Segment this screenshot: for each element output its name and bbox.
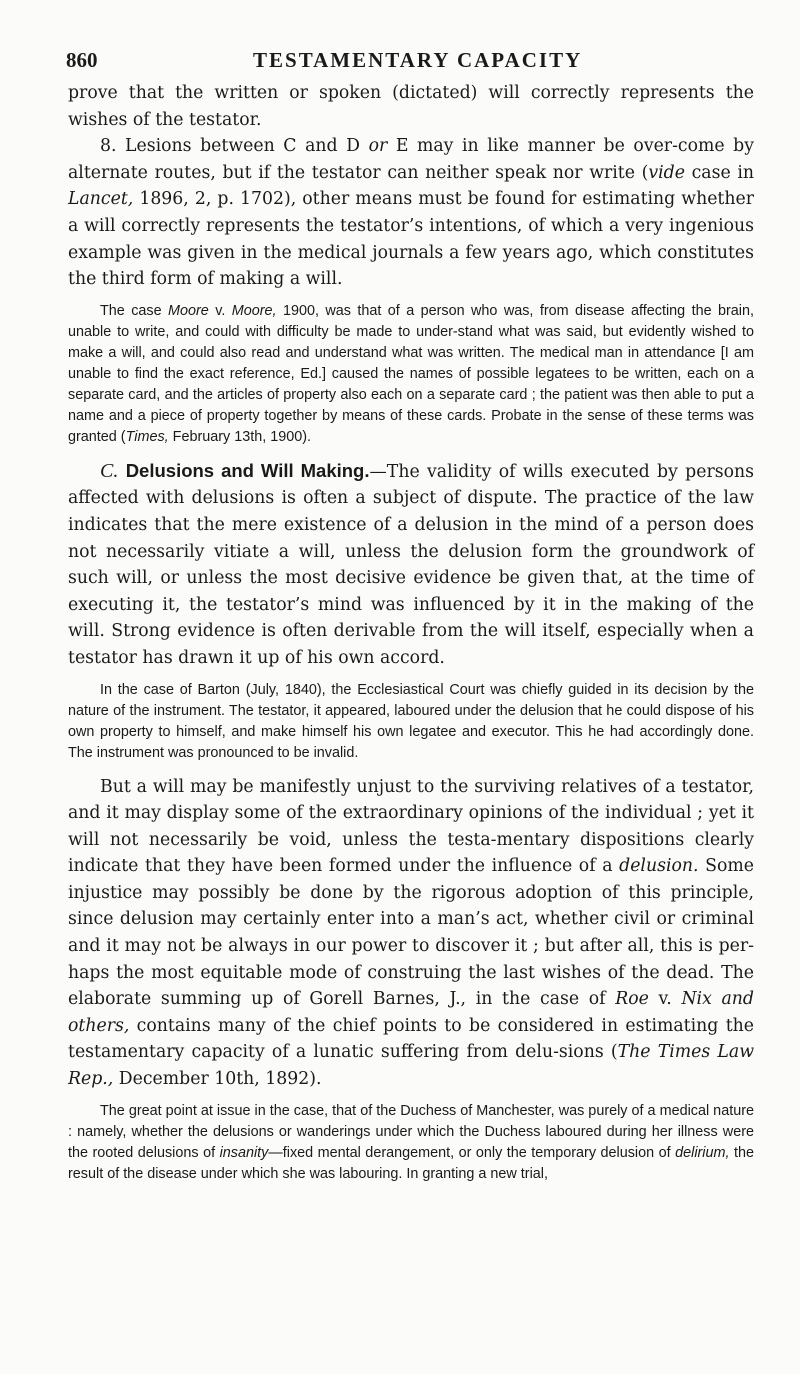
page — [68, 40, 754, 1185]
running-header — [68, 40, 754, 80]
section-letter: C. — [100, 459, 119, 482]
page-number: 860 — [66, 48, 98, 72]
section-delusions: C. Delusions and Will Making.—The validity of wills executed by persons affected with delusions is often a subject of dispute. The practice of the law indicates that the mere existence of a delusion in the mind of a person does not necessarily vitiate a will, unless the delusion form the groundwork of such will, or unless the most decisive evidence be given that, at the time of executing it, the testator’s mind was influenced by it in the making of the will. Strong evidence is often derivable from the will itself, especially when a testator has drawn it up of his own accord. — [68, 459, 755, 668]
running-title: TESTAMENTARY CAPACITY — [253, 48, 583, 72]
note-manchester-case: The great point at issue in the case, that of the Duchess of Manchester, was purely of a medical nature : namely, whether the delusions or wanderings under which the Duchess laboured during her illness were the rooted delusions of insanity—fixed mental derangement, or only the temporary delusion of delirium, the result of the disease under which she was labouring. In granting a new trial, — [68, 1102, 754, 1182]
note-moore-case: The case Moore v. Moore, 1900, was that of a person who was, from disease affecting the brain, unable to write, and could with difficulty be made to under-stand what was said, but evidently wished to make a will, and could also read and understand what was written. The medical man in attendance [I am unable to find the exact reference, Ed.] caused the names of possible legatees to be written, each on a separate card, and the articles of property also each on a separate card ; the patient was then able to put a name and a piece of property together by means of these cards. Probate in the sense of these terms was granted (Times, February 13th, 1900). — [68, 302, 754, 445]
paragraph-lesions: 8. Lesions between C and D or E may in like manner be over-come by alternate routes, but if the testator can neither speak nor write (vide case in Lancet, 1896, 2, p. 1702), other means must be found for estimating whether a will correctly represents the testator’s intentions, of which a very ingenious example was given in the medical journals a few years ago, which constitutes the third form of making a will. — [68, 136, 754, 290]
note-barton-case: In the case of Barton (July, 1840), the Ecclesiastical Court was chiefly guided in its decision by the nature of the instrument. The testator, it appeared, laboured under the delusion that he could dispose of his own property to himself, and make himself his own legatee and executor. This he had accordingly done. The instrument was pronounced to be invalid. — [68, 681, 754, 761]
paragraph-unjust-will: But a will may be manifestly unjust to the surviving relatives of a testator, and it may display some of the extraordinary opinions of the individual ; yet it will not necessarily be void, unless the testa-mentary dispositions clearly indicate that they have been formed under the influence of a delusion. Some injustice may possibly be done by the rigorous adoption of this principle, since delusion may certainly enter into a man’s act, whether civil or criminal and it may not be always in our power to discover it ; but after all, this is per-haps the most equitable mode of construing the last wishes of the dead. The elaborate summing up of Gorell Barnes, J., in the case of Roe v. Nix and others, contains many of the chief points to be considered in estimating the testamentary capacity of a lunatic suffering from delu-sions (The Times Law Rep., December 10th, 1892). — [68, 776, 754, 1090]
paragraph-continuation: prove that the written or spoken (dictated) will correctly represents the wishes of the testator. — [68, 83, 754, 130]
section-heading: Delusions and Will Making. — [125, 459, 370, 481]
